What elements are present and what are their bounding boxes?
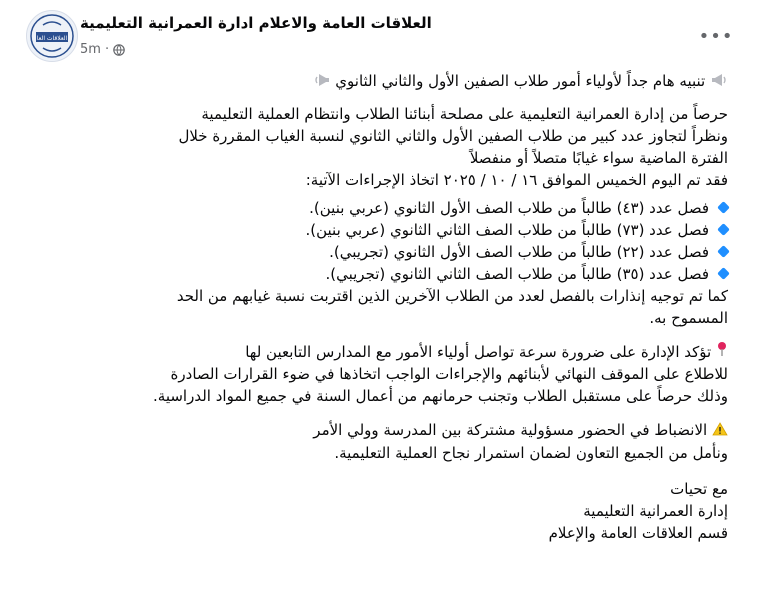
- guidance-line-1: [30, 341, 728, 364]
- list-item: [30, 241, 728, 263]
- post-time[interactable]: 5m: [80, 42, 101, 57]
- guidance-line-1-text: تؤكد الإدارة على ضرورة سرعة تواصل أولياء الأمور مع المدارس التابعين لها: [245, 342, 712, 361]
- intro-line-3: الفترة الماضية سواء غيابًا متصلاً أو منفصلاً: [469, 148, 728, 167]
- more-options-icon: •••: [698, 25, 734, 47]
- discipline-line-2: ونأمل من الجميع التعاون لضمان استمرار نجاح العملية التعليمية.: [334, 443, 728, 462]
- more-options-button[interactable]: [698, 24, 734, 48]
- list-item-text: فصل عدد (٢٢) طالباً من طلاب الصف الأول الثانوي (تجريبي).: [329, 242, 709, 261]
- actions-intro: فقد تم اليوم الخميس الموافق ١٦ / ١٠ / ٢٠٢٥ اتخاذ الإجراءات الآتية:: [305, 170, 728, 189]
- guidance-paragraph: [30, 341, 728, 408]
- signature-block: [30, 478, 728, 544]
- signature-line-2: إدارة العمرانية التعليمية: [583, 501, 728, 520]
- post-content: [30, 70, 728, 544]
- list-item: [30, 219, 728, 241]
- warnings-paragraph: [30, 285, 728, 329]
- avatar-logo-icon: [27, 11, 77, 61]
- megaphone-icon: [710, 71, 728, 93]
- blue-diamond-icon: [717, 201, 730, 214]
- post-title: تنبيه هام جداً لأولياء أمور طلاب الصفين الأول والثاني الثانوي: [335, 72, 706, 90]
- intro-paragraph: [30, 103, 728, 169]
- blue-diamond-icon: [717, 223, 730, 236]
- list-item-text: فصل عدد (٤٣) طالباً من طلاب الصف الأول الثانوي (عربي بنين).: [309, 198, 709, 217]
- list-item: [30, 263, 728, 285]
- blue-diamond-icon: [717, 267, 730, 280]
- discipline-paragraph: [30, 419, 728, 464]
- discipline-line-1: [30, 419, 728, 442]
- post-header: [0, 0, 758, 70]
- blue-diamond-icon: [717, 245, 730, 258]
- avatar[interactable]: [26, 10, 78, 62]
- warnings-line-2: المسموح به.: [649, 308, 728, 327]
- signature-line-1: مع تحيات: [670, 479, 728, 498]
- warnings-line-1: كما تم توجيه إنذارات بالفصل لعدد من الطلاب الآخرين الذين اقتربت نسبة غيابهم من الحد: [176, 286, 728, 305]
- list-item-text: فصل عدد (٧٣) طالباً من طلاب الصف الثاني الثانوي (عربي بنين).: [305, 220, 709, 239]
- warning-icon: [712, 420, 728, 442]
- signature-line-3: قسم العلاقات العامة والإعلام: [548, 523, 728, 542]
- pin-icon: [716, 341, 728, 363]
- list-item: [30, 197, 728, 219]
- globe-icon[interactable]: [113, 44, 125, 56]
- discipline-line-1-text: الانضباط في الحضور مسؤولية مشتركة بين المدرسة وولي الأمر: [313, 421, 708, 439]
- intro-line-2: ونظراً لتجاوز عدد كبير من طلاب الصفين الأول والثاني الثانوي لنسبة الغياب المقررة خلال: [178, 126, 728, 145]
- post-title-line: [30, 70, 728, 93]
- guidance-line-2: للاطلاع على الموقف النهائي لأبنائهم والإجراءات الواجب اتخاذها في ضوء القرارات الصادرة: [170, 365, 728, 383]
- actions-list: [30, 197, 728, 285]
- avatar-text: العلاقات العا: [36, 35, 68, 42]
- post-meta: [80, 42, 125, 57]
- page-name-link[interactable]: العلاقات العامة والاعلام ادارة العمرانية التعليمية: [80, 14, 432, 32]
- meta-separator: ·: [104, 42, 110, 57]
- intro-line-1: حرصاً من إدارة العمرانية التعليمية على مصلحة أبنائنا الطلاب وانتظام العملية التعليمية: [201, 104, 728, 123]
- megaphone-icon: [313, 71, 331, 93]
- guidance-line-3: وذلك حرصاً على مستقبل الطلاب وتجنب حرمانهم من أعمال السنة في جميع المواد الدراسية.: [153, 387, 728, 405]
- list-item-text: فصل عدد (٣٥) طالباً من طلاب الصف الثاني الثانوي (تجريبي).: [325, 264, 709, 283]
